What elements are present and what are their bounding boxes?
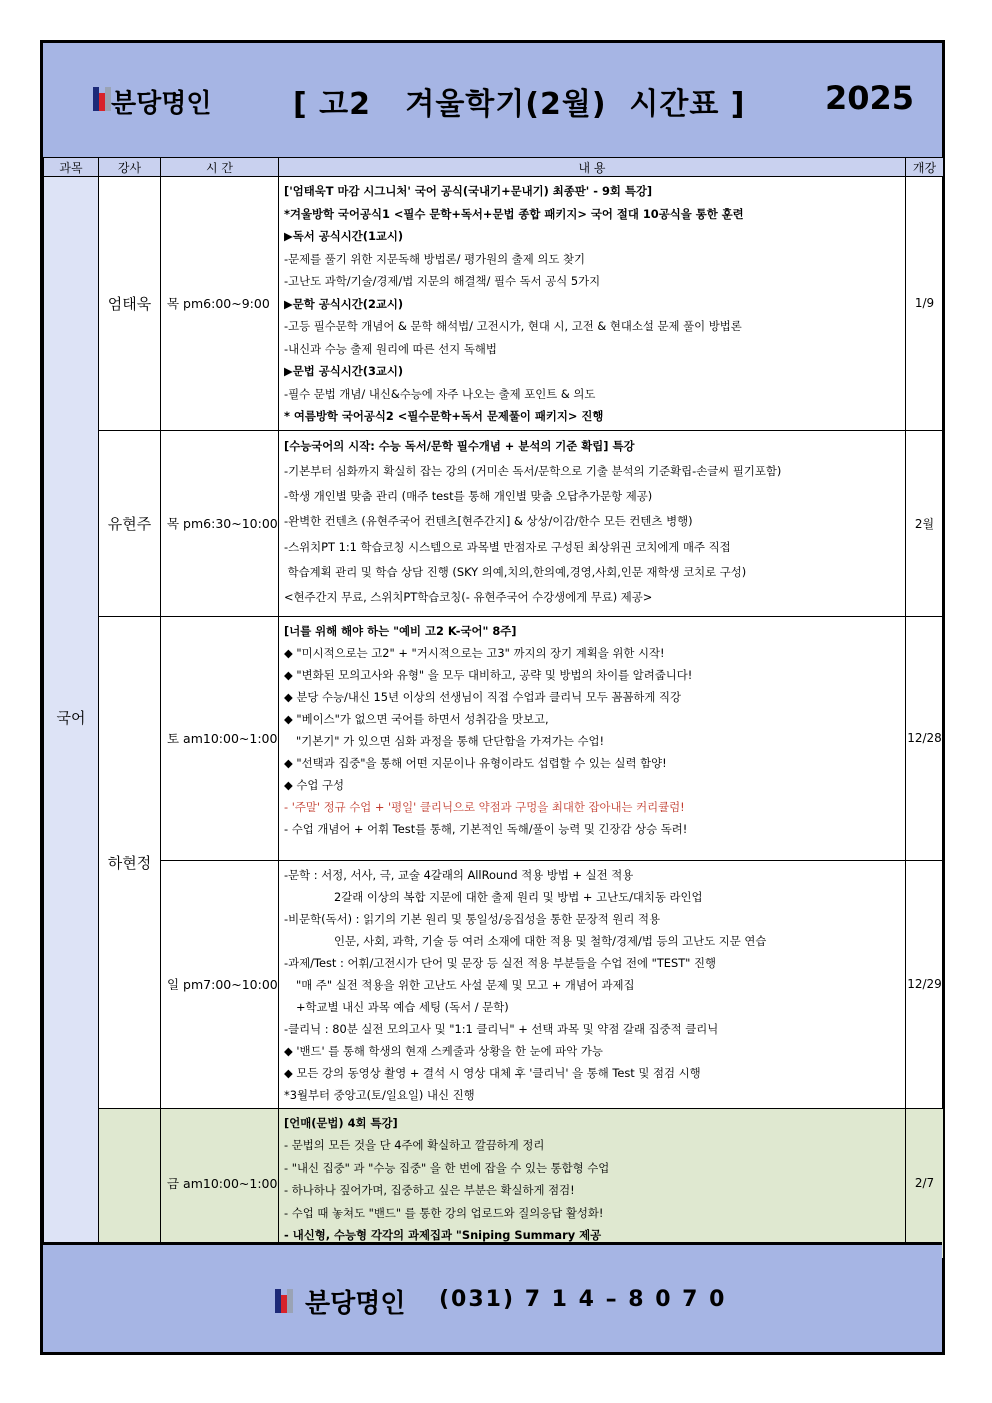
content-line: +학교별 내신 과목 예습 세팅 (독서 / 문학) [296, 999, 509, 1014]
content-line: ◆ "선택과 집중"을 통해 어떤 지문이나 유형이라도 섭렵할 수 있는 실력 함양! [284, 755, 667, 770]
start-date-cell: 2/7 [906, 1108, 944, 1258]
content-line: - '주말' 정규 수업 + '평일' 클리닉으로 약점과 구멍을 최대한 잡아내는 커리큘럼! [284, 799, 685, 814]
content-line: ◆ '밴드' 를 통해 학생의 현재 스케줄과 상황을 한 눈에 파악 가능 [284, 1043, 603, 1058]
time-cell: 금 am10:00~1:00 [161, 1108, 279, 1258]
content-line: -기본부터 심화까지 확실히 잡는 강의 (거미손 독서/문학으로 기출 분석의 기준확립-손글씨 필기포함) [284, 463, 782, 478]
content-line: -문학 : 서정, 서사, 극, 교술 4갈래의 AllRound 적용 방법 + 실전 적용 [284, 867, 634, 882]
content-line: "기본기" 가 있으면 심화 과정을 통해 단단함을 가져가는 수업! [296, 733, 605, 748]
content-line: -스위치PT 1:1 학습코칭 시스템으로 과목별 만점자로 구성된 최상위권 코치에게 매주 직접 [284, 539, 731, 554]
subject-cell: 국어 [44, 177, 99, 1259]
column-header: 개강 [906, 158, 944, 177]
content-line: -고등 필수문학 개념어 & 문학 해석법/ 고전시가, 현대 시, 고전 & 현대소설 문제 풀이 방법론 [284, 319, 742, 333]
header-banner [43, 43, 942, 159]
column-header: 시 간 [161, 158, 279, 177]
content-line: - 하나하나 짚어가며, 집중하고 싶은 부분은 확실하게 점검! [284, 1183, 575, 1198]
table-header-row [44, 158, 944, 177]
content-line: ◆ 분당 수능/내신 15년 이상의 선생님이 직접 수업과 클리닉 모두 꼼꼼하게 직강 [284, 689, 682, 704]
content-line: -고난도 과학/기술/경제/법 지문의 해결책/ 필수 독서 공식 5가지 [284, 274, 601, 288]
table-row [44, 1108, 944, 1258]
timetable-frame [40, 40, 945, 1355]
content-cell [279, 1108, 906, 1258]
content-line: ◆ "미시적으로는 고2" + "거시적으로는 고3" 까지의 장기 계획을 위한 시작! [284, 645, 665, 660]
footer-brand: 분당명인 [305, 1289, 406, 1319]
content-line: ▶독서 공식시간(1교시) [284, 229, 404, 243]
teacher-cell: 엄태욱 [99, 177, 161, 431]
content-line: -필수 문법 개념/ 내신&수능에 자주 나오는 출제 포인트 & 의도 [284, 386, 596, 401]
content-line: ◆ "베이스"가 없으면 국어를 하면서 성취감을 맛보고, [284, 711, 549, 726]
time-cell: 일 pm7:00~10:00 [161, 860, 279, 1108]
content-cell [279, 860, 906, 1108]
content-line: - 수업 개념어 + 어휘 Test를 통해, 기본적인 독해/풀이 능력 및 긴장감 상승 독려! [284, 821, 688, 836]
content-line: 2갈래 이상의 복합 지문에 대한 출제 원리 및 방법 + 고난도/대치동 라인업 [334, 889, 703, 904]
footer-phone: (031) 7 1 4 – 8 0 7 0 [439, 1287, 727, 1312]
bundang-myeongin-logo-icon [275, 1289, 293, 1313]
footer-banner [43, 1242, 942, 1352]
content-cell [279, 616, 906, 860]
teacher-cell [99, 1108, 161, 1258]
time-cell: 목 pm6:30~10:00 [161, 430, 279, 616]
column-header: 과목 [44, 158, 99, 177]
content-line: -클리닉 : 80분 실전 모의고사 및 "1:1 클리닉" + 선택 과목 및 약점 갈래 집중적 클리닉 [284, 1021, 719, 1036]
content-line: ▶문학 공식시간(2교시) [284, 296, 404, 311]
content-line: - 내신형, 수능형 각각의 과제집과 "Sniping Summary 제공 [284, 1228, 602, 1243]
content-line: - 문법의 모든 것을 단 4주에 확실하고 깔끔하게 정리 [284, 1138, 545, 1153]
start-date-cell: 2월 [906, 430, 944, 616]
content-line: "매 주" 실전 적용을 위한 고난도 사설 문제 및 모고 + 개념어 과제집 [296, 977, 635, 992]
course-title: [수능국어의 시작: 수능 독서/문학 필수개념 + 분석의 기준 확립] 특강 [284, 438, 635, 453]
content-line: - "내신 집중" 과 "수능 집중" 을 한 번에 잡을 수 있는 통합형 수업 [284, 1160, 610, 1175]
content-line: -완벽한 컨텐츠 (유현주국어 컨텐츠[현주간지] & 상상/이감/한수 모든 컨텐츠 병행) [284, 514, 693, 529]
header-year: 2025 [825, 79, 915, 117]
schedule-table [43, 157, 944, 1259]
course-title: ['엄태욱T 마감 시그니처' 국어 공식(국내기+문내기) 최종판' - 9회 특강] [284, 184, 653, 198]
time-cell: 토 am10:00~1:00 [161, 616, 279, 860]
content-line: ◆ 모든 강의 동영상 촬영 + 결석 시 영상 대체 후 '클리닉' 을 통해 Test 및 점검 시행 [284, 1065, 701, 1080]
course-title: [너를 위해 해야 하는 "예비 고2 K-국어" 8주] [284, 623, 517, 638]
table-row [44, 177, 944, 431]
start-date-cell: 1/9 [906, 177, 944, 431]
content-line: -비문학(독서) : 읽기의 기본 원리 및 통일성/응집성을 통한 문장적 원리 적용 [284, 911, 660, 926]
content-line: - 수업 때 놓쳐도 "밴드" 를 통한 강의 업로드와 질의응답 활성화! [284, 1205, 604, 1220]
content-line: 인문, 사회, 과학, 기술 등 여러 소재에 대한 적용 및 철학/경제/법 등의 고난도 지문 연습 [334, 933, 767, 948]
content-line: 학습계획 관리 및 학습 상담 진행 (SKY 의예,치의,한의예,경영,사회,인문 재학생 코치로 구성) [284, 564, 747, 579]
content-line: <현주간지 무료, 스위치PT학습코칭(- 유현주국어 수강생에게 무료) 제공> [284, 590, 653, 605]
column-header: 강사 [99, 158, 161, 177]
teacher-cell: 하현정 [99, 616, 161, 1108]
column-header: 내 용 [279, 158, 906, 177]
content-line: -내신과 수능 출제 원리에 따른 선지 독해법 [284, 341, 497, 356]
content-cell [279, 177, 906, 431]
content-line: -학생 개인별 맞춤 관리 (매주 test를 통해 개인별 맞춤 오답추가문항 제공) [284, 489, 653, 504]
table-row [44, 616, 944, 860]
content-line: *3월부터 중앙고(토/일요일) 내신 진행 [284, 1087, 475, 1102]
content-line: *겨울방학 국어공식1 <필수 문학+독서+문법 종합 패키지> 국어 절대 10공식을 통한 훈련 [284, 206, 744, 221]
bundang-myeongin-logo-icon [93, 87, 111, 111]
content-line: -문제를 풀기 위한 지문독해 방법론/ 평가원의 출제 의도 찾기 [284, 251, 585, 266]
content-line: * 여름방학 국어공식2 <필수문학+독서 문제풀이 패키지> 진행 [284, 409, 604, 423]
content-line: ◆ "변화된 모의고사와 유형" 을 모두 대비하고, 공략 및 방법의 차이를 알려줍니다! [284, 667, 693, 682]
header-title: [ 고2 겨울학기(2월) 시간표 ] [293, 87, 746, 122]
content-line: -과제/Test : 어휘/고전시가 단어 및 문장 등 실전 적용 부분들을 수업 전에 "TEST" 진행 [284, 955, 717, 970]
table-row [44, 430, 944, 616]
time-cell: 목 pm6:00~9:00 [161, 177, 279, 431]
header-brand: 분당명인 [111, 89, 212, 119]
start-date-cell: 12/29 [906, 860, 944, 1108]
course-title: [언매(문법) 4회 특강] [284, 1115, 398, 1130]
content-line: ▶문법 공식시간(3교시) [284, 364, 404, 378]
teacher-cell: 유현주 [99, 430, 161, 616]
start-date-cell: 12/28 [906, 616, 944, 860]
content-cell [279, 430, 906, 616]
table-row [44, 860, 944, 1108]
content-line: ◆ 수업 구성 [284, 777, 345, 792]
